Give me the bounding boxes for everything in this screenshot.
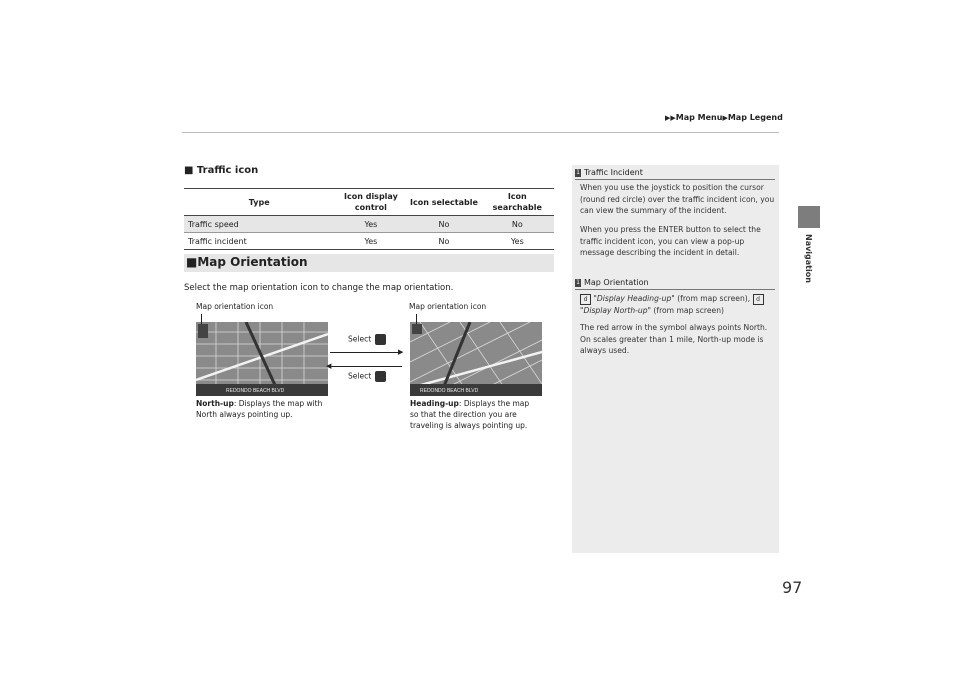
heading-up-icon[interactable] bbox=[375, 334, 386, 345]
table-row bbox=[184, 216, 554, 233]
table-cell: No bbox=[481, 216, 554, 233]
arrow-right-icon: ▶▶ bbox=[665, 114, 676, 122]
traffic-icon-table bbox=[184, 188, 554, 250]
traffic-icon-heading: ■ Traffic icon bbox=[184, 165, 259, 176]
note-divider bbox=[575, 289, 775, 290]
notes-sidebar bbox=[572, 165, 779, 553]
note-divider bbox=[575, 179, 775, 180]
breadcrumb-item[interactable]: Map Legend bbox=[727, 113, 783, 122]
heading-up-caption: Heading-up: Displays the map so that the direction you are traveling is always pointing up. bbox=[410, 399, 530, 430]
north-up-map-image bbox=[196, 322, 328, 396]
table-cell: No bbox=[407, 216, 480, 233]
street-label: REDONDO BEACH BLVD bbox=[420, 388, 479, 394]
pointer-line bbox=[416, 314, 417, 324]
heading-up-icon-label: Map orientation icon bbox=[409, 302, 487, 311]
note-traffic-incident-p2: When you press the ENTER button to select the traffic incident icon, you can view a pop-up message describing the incident in detail. bbox=[580, 225, 761, 257]
arrow-right-icon: ▶ bbox=[722, 114, 728, 122]
arrow-left-icon: ◀ bbox=[326, 362, 332, 370]
north-up-icon-label: Map orientation icon bbox=[196, 302, 274, 311]
heading-up-map-image bbox=[410, 322, 542, 396]
table-cell: Yes bbox=[481, 233, 554, 250]
table-header: Icon display control bbox=[334, 189, 407, 216]
select-north-up-label: Select bbox=[348, 371, 386, 382]
map-orientation-heading-bar bbox=[184, 254, 554, 272]
table-header: Icon selectable bbox=[407, 189, 480, 216]
header-divider bbox=[182, 132, 779, 133]
map-orientation-description: Select the map orientation icon to change the map orientation. bbox=[184, 283, 454, 293]
breadcrumb-item[interactable]: Map Menu bbox=[675, 113, 723, 122]
select-heading-up-label: Select bbox=[348, 334, 386, 345]
north-up-icon[interactable] bbox=[375, 371, 386, 382]
note-map-orientation-title: 1 Map Orientation bbox=[576, 278, 649, 287]
note-map-orientation-commands: d "Display Heading-up" (from map screen), d "Display North-up" (from map screen) bbox=[580, 293, 776, 316]
table-header: Icon searchable bbox=[481, 189, 554, 216]
note-traffic-incident-p1: When you use the joystick to position the cursor (round red circle) over the traffic incident icon, you can view the summary of the incident. bbox=[580, 183, 775, 215]
table-cell: Traffic speed bbox=[184, 216, 334, 233]
note-traffic-incident-title: 1 Traffic Incident bbox=[576, 168, 643, 177]
table-cell: No bbox=[407, 233, 480, 250]
table-header-row bbox=[184, 189, 554, 216]
map-orientation-heading: ■Map Orientation bbox=[186, 255, 308, 269]
voice-command-icon: d bbox=[753, 294, 764, 305]
street-label: REDONDO BEACH BLVD bbox=[226, 388, 285, 394]
voice-command-icon: d bbox=[580, 294, 591, 305]
note-map-orientation-p: The red arrow in the symbol always points North. On scales greater than 1 mile, North-up mode is always used. bbox=[580, 323, 768, 355]
section-tab-label: Navigation bbox=[804, 234, 813, 283]
arrow-left-line bbox=[330, 366, 402, 367]
arrow-right-line bbox=[330, 352, 402, 353]
section-tab-marker bbox=[798, 206, 820, 228]
breadcrumb bbox=[665, 113, 783, 122]
table-cell: Yes bbox=[334, 233, 407, 250]
arrow-right-icon: ▶ bbox=[398, 348, 404, 356]
pointer-line bbox=[201, 314, 202, 324]
table-header: Type bbox=[184, 189, 334, 216]
table-cell: Yes bbox=[334, 216, 407, 233]
page-number: 97 bbox=[782, 578, 803, 597]
north-up-caption: North-up: Displays the map with North always pointing up. bbox=[196, 399, 323, 419]
table-cell: Traffic incident bbox=[184, 233, 334, 250]
table-row bbox=[184, 233, 554, 250]
